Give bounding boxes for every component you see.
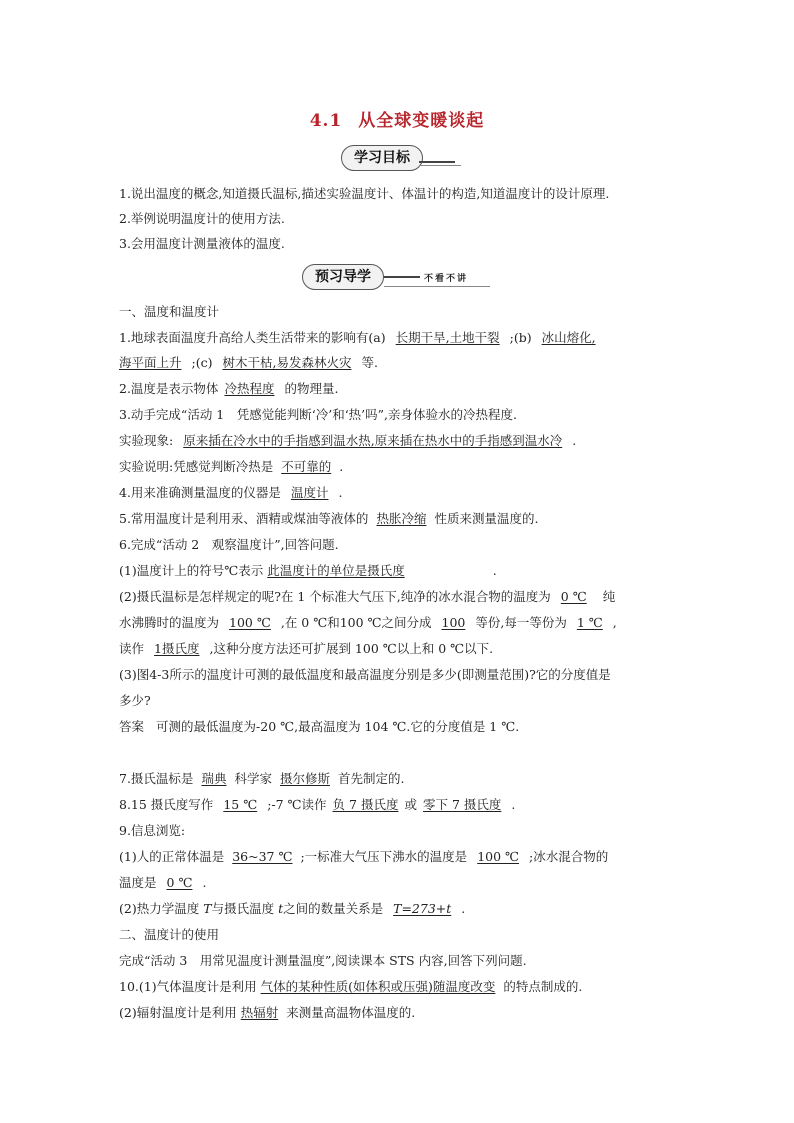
answer-blank: 100 ℃: [477, 849, 520, 864]
answer-blank: 气体的某种性质(如体积或压强)随温度改变: [260, 979, 496, 994]
answer-blank: T=273+t: [393, 901, 452, 916]
objective-item: 2.举例说明温度计的使用方法.: [119, 211, 285, 226]
question-1: 1.地球表面温度升高给人类生活带来的影响有(a) 长期干旱,土地干裂 ;(b) 冰山熔化,: [119, 330, 596, 345]
question-6-2-cont: 水沸腾时的温度为 100 ℃ ,在 0 ℃和100 ℃之间分成 100 等份,每一等份为 1 ℃ ,: [119, 615, 617, 630]
question-10-2: (2)辐射温度计是利用 热辐射 来测量高温物体温度的.: [119, 1005, 416, 1020]
answer-blank: 冷热程度: [224, 381, 275, 396]
answer-blank: 0 ℃: [166, 875, 193, 890]
activity-3: 完成“活动 3 用常见温度计测量温度”,阅读课本 STS 内容,回答下列问题.: [119, 953, 527, 968]
banner-rule-thin: [384, 286, 490, 287]
question-9-2: (2)热力学温度 T与摄氏温度 t之间的数量关系是 T=273+t .: [119, 901, 466, 916]
question-6-3: (3)图4-3所示的温度计可测的最低温度和最高温度分别是多少(即测量范围)?它的分度值是: [119, 667, 611, 682]
answer-blank: 热胀冷缩: [376, 511, 427, 526]
question-10-1: 10.(1)气体温度计是利用 气体的某种性质(如体积或压强)随温度改变 的特点制成的.: [119, 979, 583, 994]
answer-blank: 树木干枯,易发森林火灾: [222, 355, 352, 370]
question-5: 5.常用温度计是利用汞、酒精或煤油等液体的 热胀冷缩 性质来测量温度的.: [119, 511, 539, 526]
answer-blank: 热辐射: [240, 1005, 279, 1020]
answer-blank: 温度计: [290, 485, 329, 500]
section-heading: 一、温度和温度计: [119, 304, 220, 319]
answer-block: [119, 719, 519, 735]
answer-blank: 100 ℃: [229, 615, 271, 630]
answer-blank: 冰山熔化,: [541, 330, 596, 345]
page-title: [0, 106, 794, 131]
banner-rule-thin: [419, 165, 461, 166]
answer-blank: 15 ℃: [223, 797, 258, 812]
experiment-explanation: 实验说明:凭感觉判断冷热是 不可靠的 .: [119, 459, 344, 474]
banner-rule: [384, 276, 420, 278]
objective-item: 1.说出温度的概念,知道摄氏温标,描述实验温度计、体温计的构造,知道温度计的设计原理.: [119, 186, 610, 201]
answer-blank: 瑞典: [201, 771, 227, 786]
preview-sublabel: 不看不讲: [424, 274, 469, 284]
question-3: 3.动手完成“活动 1 凭感觉能判断‘冷’和‘热’吗”,亲身体验水的冷热程度.: [119, 407, 517, 422]
question-6-2-cont2: 读作 1摄氏度 ,这种分度方法还可扩展到 100 ℃以上和 0 ℃以下.: [119, 641, 494, 656]
answer-blank: 不可靠的: [281, 459, 332, 474]
question-6-2: (2)摄氏温标是怎样规定的呢?在 1 个标准大气压下,纯净的冰水混合物的温度为 0 ℃ 纯: [119, 589, 616, 604]
objective-item: 3.会用温度计测量液体的温度.: [119, 236, 285, 251]
question-4: 4.用来准确测量温度的仪器是 温度计 .: [119, 485, 343, 500]
section-heading: 二、温度计的使用: [119, 927, 220, 942]
banner-rule: [419, 161, 455, 163]
answer-blank: 此温度计的单位是摄氏度: [267, 563, 405, 578]
preview-label: 预习导学: [302, 264, 384, 290]
question-7: 7.摄氏温标是 瑞典 科学家 摄尔修斯 首先制定的.: [119, 771, 405, 786]
answer-blank: 100: [441, 615, 466, 630]
answer-blank: 长期干旱,土地干裂: [395, 330, 500, 345]
answer-blank: 1摄氏度: [154, 641, 200, 656]
preview-banner: [302, 264, 492, 290]
question-6-1: (1)温度计上的符号℃表示 此温度计的单位是摄氏度 .: [119, 563, 497, 578]
answer-blank: 36~37 ℃: [232, 849, 293, 864]
question-9-1: (1)人的正常体温是 36~37 ℃ ;一标准大气压下沸水的温度是 100 ℃ ;冰水混合物的: [119, 849, 609, 864]
question-9-1-cont: 温度是 0 ℃ .: [119, 875, 207, 890]
answer-blank: 0 ℃: [560, 589, 587, 604]
answer-blank: 零下 7 摄氏度: [422, 797, 502, 812]
question-6: 6.完成“活动 2 观察温度计”,回答问题.: [119, 537, 339, 552]
title-text: 从全球变暖谈起: [358, 111, 485, 131]
section-number: 4.1: [309, 111, 343, 131]
objectives-banner: [341, 145, 461, 171]
objectives-label: 学习目标: [341, 145, 423, 171]
answer-blank: 负 7 摄氏度: [332, 797, 399, 812]
answer-blank: 摄尔修斯: [279, 771, 330, 786]
question-6-3-cont: 多少?: [119, 693, 151, 708]
question-8: 8.15 摄氏度写作 15 ℃ ;-7 ℃读作 负 7 摄氏度 或 零下 7 摄氏度 .: [119, 797, 516, 812]
experiment-observation: 实验现象: 原来插在冷水中的手指感到温水热,原来插在热水中的手指感到温水冷 .: [119, 433, 577, 448]
answer-blank: 原来插在冷水中的手指感到温水热,原来插在热水中的手指感到温水冷: [183, 433, 563, 448]
question-1-cont: 海平面上升 ;(c) 树木干枯,易发森林火灾 等.: [119, 355, 378, 370]
answer-blank: 海平面上升: [119, 355, 182, 370]
answer-label: 答案: [119, 719, 145, 734]
question-2: 2.温度是表示物体 冷热程度 的物理量.: [119, 381, 339, 396]
answer-blank: 1 ℃: [576, 615, 603, 630]
question-9: 9.信息浏览:: [119, 823, 186, 838]
answer-text: 可测的最低温度为-20 ℃,最高温度为 104 ℃.它的分度值是 1 ℃.: [156, 719, 520, 734]
